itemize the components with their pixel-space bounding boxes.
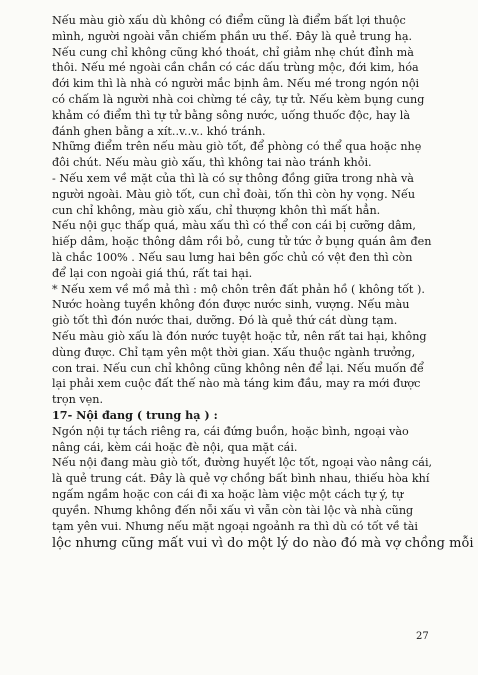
text-line: dùng được. Chỉ tạm yên một thời gian. Xấu thuộc ngành trưởng, xyxy=(52,345,416,359)
text-line: đánh ghen bằng a xít..v..v.. khó tránh. xyxy=(52,124,266,138)
text-line: Nước hoàng tuyền không đón được nước sinh, vượng. Nếu màu xyxy=(52,298,410,312)
text-line: khảm có điểm thì tự tử bằng sông nước, uống thuốc độc, hay là xyxy=(52,108,411,122)
text-line: * Nếu xem về mồ mả thì : mộ chôn trên đất phản hồ ( không tốt ). xyxy=(52,282,425,296)
text-line: Nếu nội đang màu giò tốt, đường huyết lộc tốt, ngoại vào nâng cái, xyxy=(52,456,433,470)
text-line: hiếp dâm, hoặc thông dâm rồi bỏ, cung tử tức ở bụng quán âm đen xyxy=(52,235,432,249)
text-line: con trai. Nếu cun chỉ không cũng không nên để lại. Nếu muốn để xyxy=(52,361,424,375)
text-line: nâng cái, kèm cái hoặc đè nội, qua mặt cái. xyxy=(52,440,298,454)
text-line: người ngoài. Màu giò tốt, cun chỉ đoài, tốn thì còn hy vọng. Nếu xyxy=(52,187,416,201)
text-line: đôi chút. Nếu màu giò xấu, thì không tai nào tránh khỏi. xyxy=(52,156,372,170)
text-line: ngấm ngầm hoặc con cái đi xa hoặc làm việc một cách tự ý, tự xyxy=(52,487,404,501)
text-line: để lại con ngoài giá thú, rất tai hại. xyxy=(52,266,253,280)
text-line: Ngón nội tự tách riêng ra, cái đứng buồn, hoặc bình, ngoại vào xyxy=(52,424,409,438)
text-line: tạm yên vui. Nhưng nếu mặt ngoại ngoảnh ra thì dù có tốt về tài xyxy=(52,519,418,533)
text-line: có chấm là người nhà coi chừng té cây, tự tử. Nếu kèm bụng cung xyxy=(52,92,425,106)
text-line: Nếu cung chỉ không cũng khó thoát, chỉ giảm nhẹ chút đỉnh mà xyxy=(52,45,414,59)
text-line: Nếu màu giò xấu là đón nước tuyệt hoặc tử, nên rất tai hại, không xyxy=(52,329,427,343)
section-heading: 17- Nội đang ( trung hạ ) : xyxy=(52,407,218,422)
text-line: lộc nhưng cũng mất vui vì do một lý do nào đó mà vợ chồng mỗi xyxy=(52,536,474,552)
text-line: là quẻ trung cát. Đây là quẻ vợ chồng bất bình nhau, thiếu hòa khí xyxy=(52,472,430,486)
text-line: đới kim thì là nhà có người mắc bịnh âm. Nếu mé trong ngón nội xyxy=(52,77,420,91)
page-number: 27 xyxy=(416,631,429,642)
text-line: - Nếu xem về mặt của thì là có sự thông đồng giữa trong nhà và xyxy=(52,171,414,185)
text-line: mình, người ngoài vẫn chiếm phần ưu thế. Đây là quẻ trung hạ. xyxy=(52,29,413,43)
text-line: thôi. Nếu mé ngoài cần chần có các dấu trùng mộc, đới kim, hóa xyxy=(52,61,419,75)
text-line: lại phải xem cuộc đất thế nào mà táng kim đầu, may ra mới được xyxy=(52,377,421,391)
text-line: là chắc 100% . Nếu sau lưng hai bên gốc chủ có vệt đen thì còn xyxy=(52,250,413,264)
text-line: Nếu màu giò xấu dù không có điểm cũng là điểm bất lợi thuộc xyxy=(52,14,406,27)
text-line: Những điểm trên nếu màu giò tốt, để phòng có thể qua hoặc nhẹ xyxy=(52,140,422,154)
text-line: Nếu nội gục thấp quá, màu xấu thì có thể con cái bị cưỡng dâm, xyxy=(52,219,416,233)
text-line: giò tốt thì đón nước thai, dưỡng. Đó là quẻ thứ cát dùng tạm. xyxy=(52,314,398,328)
text-line: quyền. Nhưng không đến nỗi xấu vì vẫn còn tài lộc và nhà cũng xyxy=(52,503,414,517)
body-text xyxy=(52,13,474,553)
text-line: cun chỉ không, màu giò xấu, chỉ thượng khôn thì mất hẳn. xyxy=(52,203,381,217)
text-line: trọn vẹn. xyxy=(52,393,104,407)
